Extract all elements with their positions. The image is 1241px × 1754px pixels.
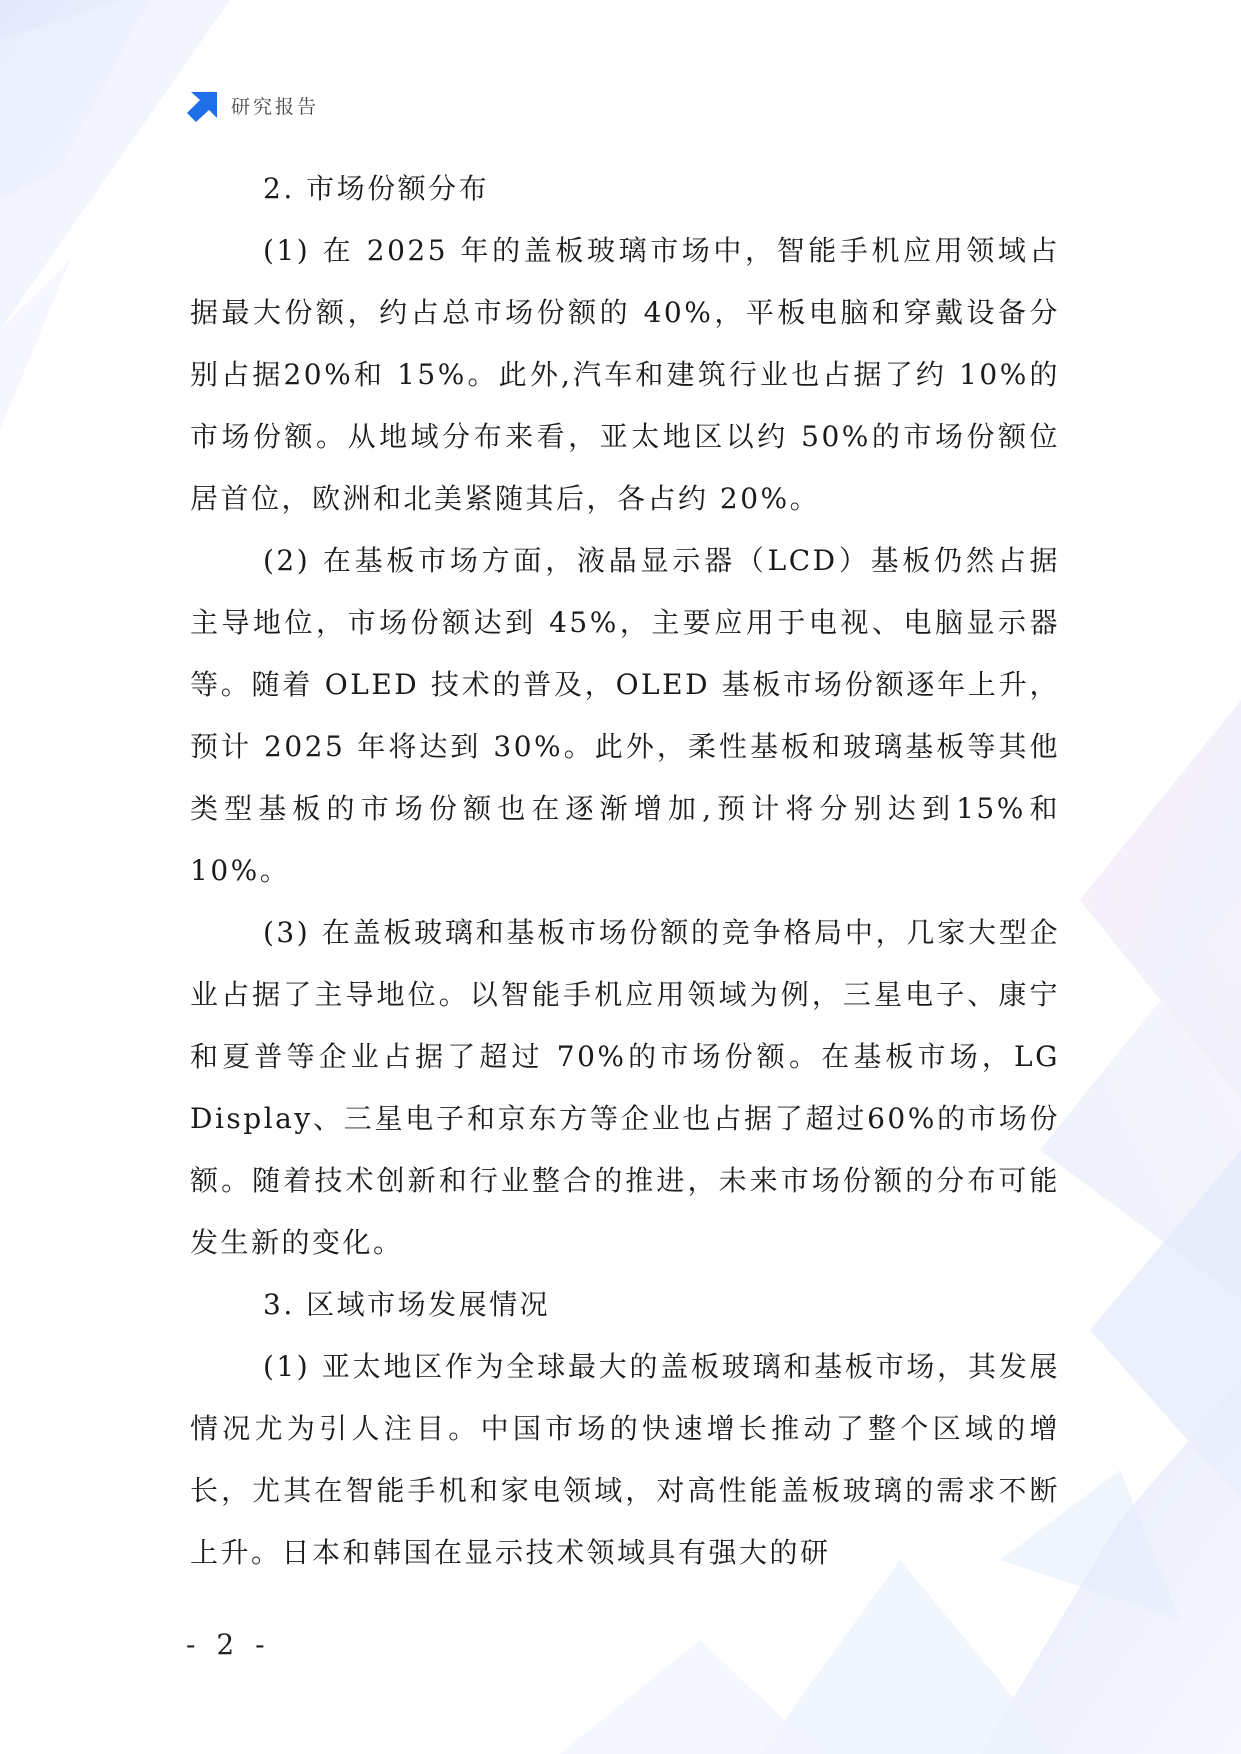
section-heading-market-share: 2. 市场份额分布 (263, 172, 490, 205)
brand-label: 研究报告 (231, 95, 320, 118)
paragraph-competition: (3) 在盖板玻璃和基板市场份额的竞争格局中，几家大型企业占据了主导地位。以智能手机应用领域为例，三星电子、康宁和夏普等企业占据了超过 70%的市场份额。在基板市场，LG Display、三星电子和京东方等企业也占据了超过60%的市场份额。随着技术创新和行业整合的推进，未来市场份额的分布可能发生新的变化。 (190, 916, 1060, 1259)
paragraph-asia-pacific: (1) 亚太地区作为全球最大的盖板玻璃和基板市场，其发展情况尤为引人注目。中国市场的快速增长推动了整个区域的增长，尤其在智能手机和家电领域，对高性能盖板玻璃的需求不断上升。日本和韩国在显示技术领域具有强大的研 (190, 1350, 1060, 1569)
paragraph-substrate-share: (2) 在基板市场方面，液晶显示器（LCD）基板仍然占据主导地位，市场份额达到 45%，主要应用于电视、电脑显示器等。随着 OLED 技术的普及，OLED 基板市场份额逐年上升，预计 2025 年将达到 30%。此外，柔性基板和玻璃基板等其他类型基板的市场份额也在逐渐增加,预计将分别达到15%和 10%。 (190, 544, 1060, 887)
arrow-up-right-icon (187, 88, 221, 122)
paragraph-cover-glass-share: (1) 在 2025 年的盖板玻璃市场中，智能手机应用领域占据最大份额，约占总市场份额的 40%，平板电脑和穿戴设备分别占据20%和 15%。此外,汽车和建筑行业也占据了约 10%的市场份额。从地域分布来看，亚太地区以约 50%的市场份额位居首位，欧洲和北美紧随其后，各占约 20%。 (190, 234, 1060, 515)
page-number: - 2 - (186, 1628, 271, 1661)
section-heading-regional: 3. 区域市场发展情况 (263, 1288, 551, 1321)
report-header (187, 88, 319, 122)
document-body (190, 158, 1060, 1584)
